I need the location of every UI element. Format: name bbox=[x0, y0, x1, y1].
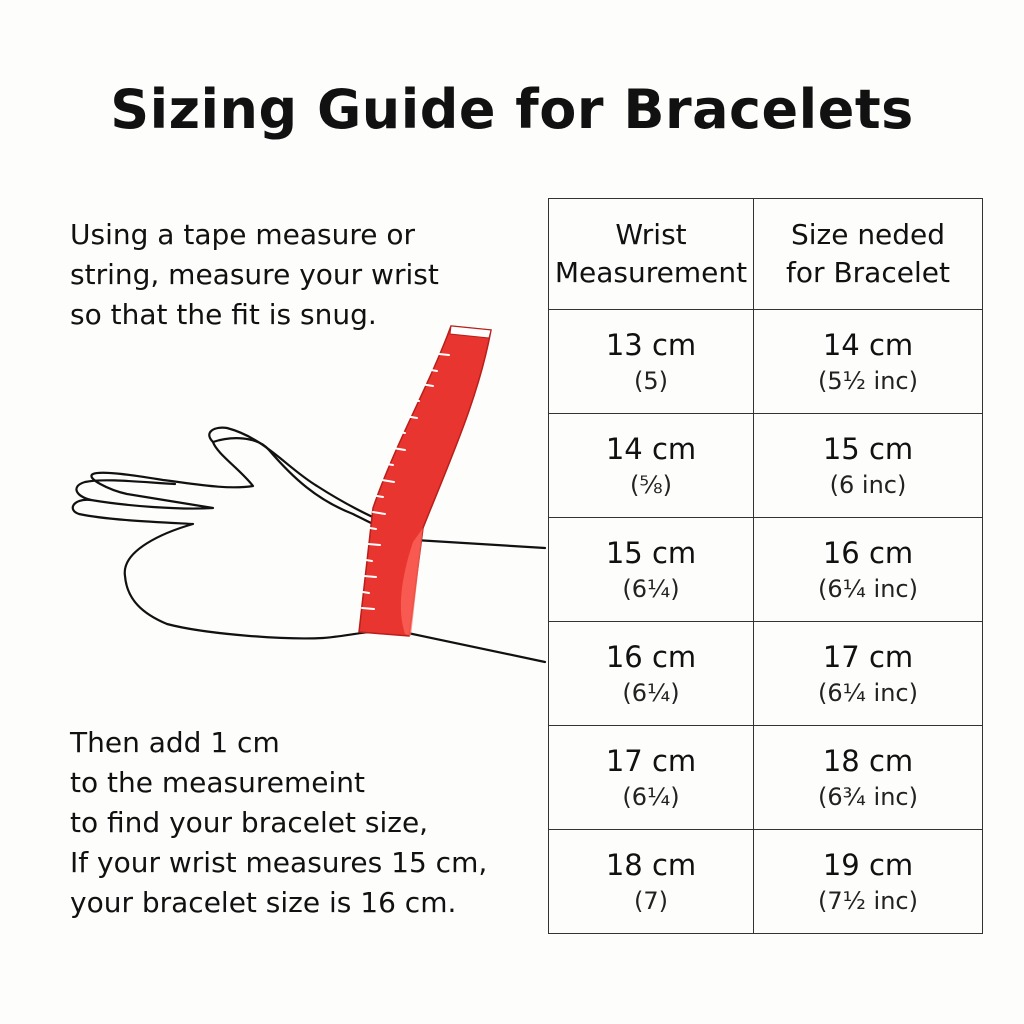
table-row bbox=[549, 518, 983, 622]
size-cell bbox=[754, 310, 983, 414]
wrist-cm: 17 cm bbox=[605, 743, 697, 778]
table-row bbox=[549, 414, 983, 518]
wrist-cell bbox=[549, 726, 754, 830]
table-row bbox=[549, 310, 983, 414]
size-cm: 19 cm bbox=[822, 847, 914, 882]
size-cell bbox=[754, 622, 983, 726]
outro-line: If your wrist measures 15 cm, bbox=[70, 846, 488, 879]
wrist-cm: 14 cm bbox=[605, 431, 697, 466]
wrist-inches: (⅝) bbox=[630, 470, 672, 499]
finger-outline bbox=[209, 428, 385, 522]
size-cell bbox=[754, 830, 983, 934]
outro-line: Then add 1 cm bbox=[70, 726, 280, 759]
wrist-cell bbox=[549, 830, 754, 934]
outro-line: to find your bracelet size, bbox=[70, 806, 429, 839]
outro-line: to the measuremeint bbox=[70, 766, 365, 799]
table-row bbox=[549, 726, 983, 830]
size-chart-table bbox=[548, 198, 983, 934]
size-cell bbox=[754, 726, 983, 830]
column-header-size bbox=[754, 199, 983, 310]
outro-line: your bracelet size is 16 cm. bbox=[70, 886, 457, 919]
size-inches: (5½ inc) bbox=[818, 366, 918, 395]
wrist-inches: (6¼) bbox=[622, 678, 680, 707]
wrist-inches: (7) bbox=[634, 886, 668, 915]
wrist-cell bbox=[549, 414, 754, 518]
size-inches: (7½ inc) bbox=[818, 886, 918, 915]
wrist-inches: (6¼) bbox=[622, 574, 680, 603]
wrist-cell bbox=[549, 518, 754, 622]
wrist-inches: (6¼) bbox=[622, 782, 680, 811]
table-row bbox=[549, 622, 983, 726]
tape-measure bbox=[359, 326, 491, 636]
intro-line: so that the fit is snug. bbox=[70, 298, 377, 331]
finger-outline bbox=[76, 480, 175, 500]
wrist-cm: 18 cm bbox=[605, 847, 697, 882]
size-cm: 17 cm bbox=[822, 639, 914, 674]
page-title: Sizing Guide for Bracelets bbox=[110, 78, 914, 141]
hand-with-tape-measure-illustration bbox=[55, 318, 555, 670]
column-header-wrist bbox=[549, 199, 754, 310]
size-inches: (6¾ inc) bbox=[818, 782, 918, 811]
header-line: Wrist bbox=[615, 218, 687, 251]
table-header-row bbox=[549, 199, 983, 310]
wrist-inches: (5) bbox=[634, 366, 668, 395]
header-line: for Bracelet bbox=[786, 256, 950, 289]
size-cell bbox=[754, 518, 983, 622]
wrist-cm: 15 cm bbox=[605, 535, 697, 570]
wrist-cell bbox=[549, 622, 754, 726]
intro-line: Using a tape measure or bbox=[70, 218, 416, 251]
intro-line: string, measure your wrist bbox=[70, 258, 439, 291]
instructions-outro bbox=[70, 723, 487, 923]
header-line: Measurement bbox=[554, 256, 748, 289]
size-cm: 14 cm bbox=[822, 327, 914, 362]
wrist-cm: 13 cm bbox=[605, 327, 697, 362]
size-inches: (6¼ inc) bbox=[818, 678, 918, 707]
wrist-cm: 16 cm bbox=[605, 639, 697, 674]
size-inches: (6 inc) bbox=[829, 470, 907, 499]
wrist-cell bbox=[549, 310, 754, 414]
hand-outline bbox=[73, 438, 545, 662]
header-line: Size neded bbox=[790, 218, 946, 251]
size-cm: 16 cm bbox=[822, 535, 914, 570]
size-cm: 15 cm bbox=[822, 431, 914, 466]
table-row bbox=[549, 830, 983, 934]
instructions-intro bbox=[70, 215, 439, 335]
size-cm: 18 cm bbox=[822, 743, 914, 778]
size-cell bbox=[754, 414, 983, 518]
size-inches: (6¼ inc) bbox=[818, 574, 918, 603]
